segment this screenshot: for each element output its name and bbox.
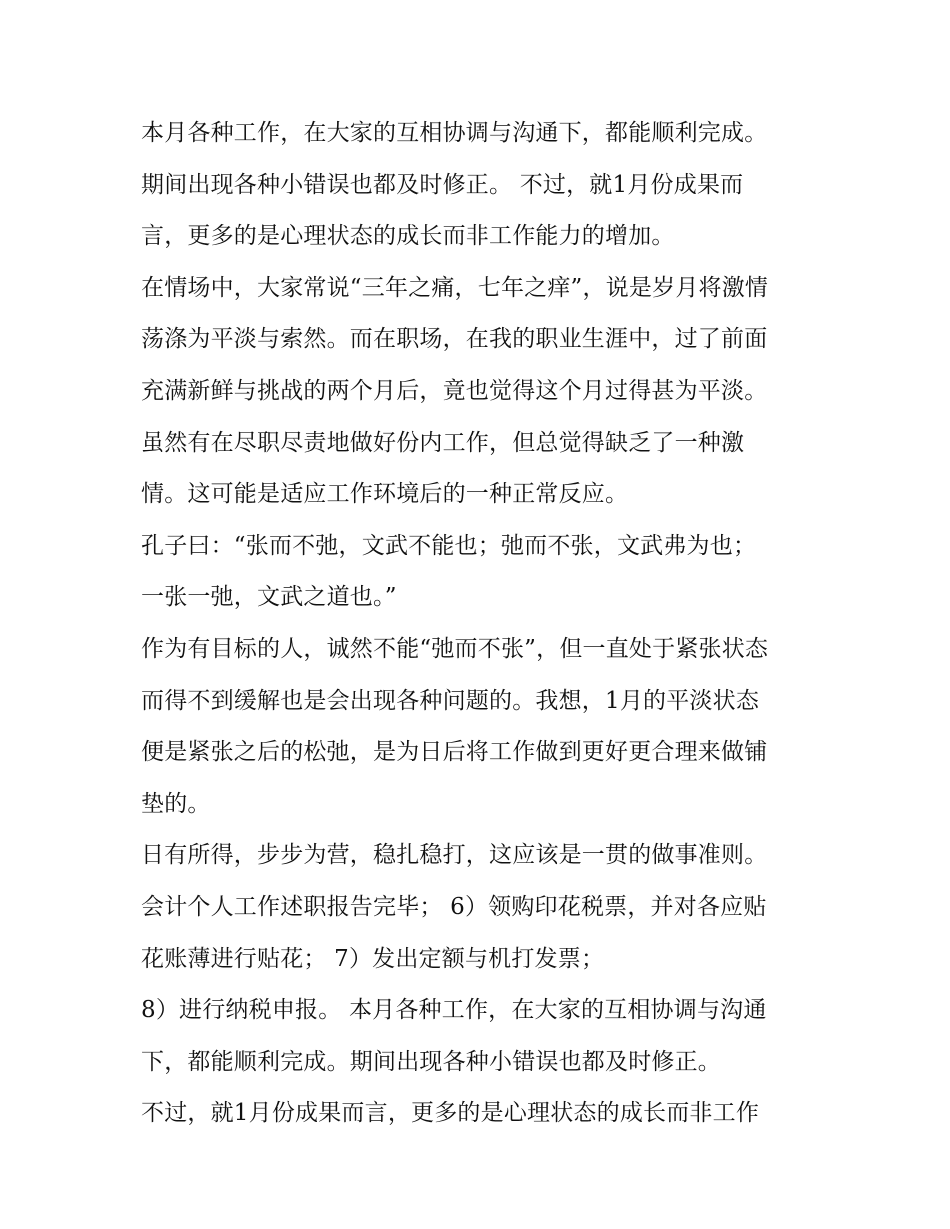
text-line: 期间出现各种小错误也都及时修正。 不过，就1月份成果而 [141, 171, 744, 198]
text-line: 8）进行纳税申报。 本月各种工作，在大家的互相协调与沟通 [141, 997, 767, 1024]
text-line: 荡涤为平淡与索然。而在职场，在我的职业生涯中，过了前面 [141, 326, 768, 353]
text-line: 言，更多的是心理状态的成长而非工作能力的增加。 [141, 223, 675, 250]
text-line: 便是紧张之后的松弛，是为日后将工作做到更好更合理来做铺 [141, 739, 768, 766]
text-line: 会计个人工作述职报告完毕； 6）领购印花税票，并对各应贴 [141, 893, 767, 920]
text-line: 虽然有在尽职尽责地做好份内工作，但总觉得缺乏了一种激 [141, 429, 745, 456]
text-line: 本月各种工作，在大家的互相协调与沟通下，都能顺利完成。 [141, 120, 768, 146]
text-line: 不过，就1月份成果而言，更多的是心理状态的成长而非工作 [141, 1100, 760, 1127]
text-line: 作为有目标的人，诚然不能“弛而不张”，但一直处于紧张状态 [141, 635, 769, 662]
text-line: 日有所得，步步为营，稳扎稳打，这应该是一贯的做事准则。 [141, 842, 768, 869]
document-body [141, 108, 821, 1140]
text-line: 而得不到缓解也是会出现各种问题的。我想，1月的平淡状态 [141, 687, 760, 714]
text-line: 情。这可能是适应工作环境后的一种正常反应。 [141, 481, 629, 508]
text-line: 孔子曰：“张而不弛，文武不能也；弛而不张，文武弗为也； [141, 532, 757, 559]
text-line: 垫的。 [141, 790, 211, 817]
text-line: 下，都能顺利完成。期间出现各种小错误也都及时修正。 [141, 1048, 721, 1075]
text-line: 在情场中，大家常说“三年之痛，七年之痒”，说是岁月将激情 [141, 274, 769, 301]
text-line: 花账薄进行贴花； 7）发出定额与机打发票； [141, 945, 605, 972]
text-line: 充满新鲜与挑战的两个月后，竟也觉得这个月过得甚为平淡。 [141, 377, 768, 404]
text-line: 一张一弛，文武之道也。” [141, 584, 397, 611]
